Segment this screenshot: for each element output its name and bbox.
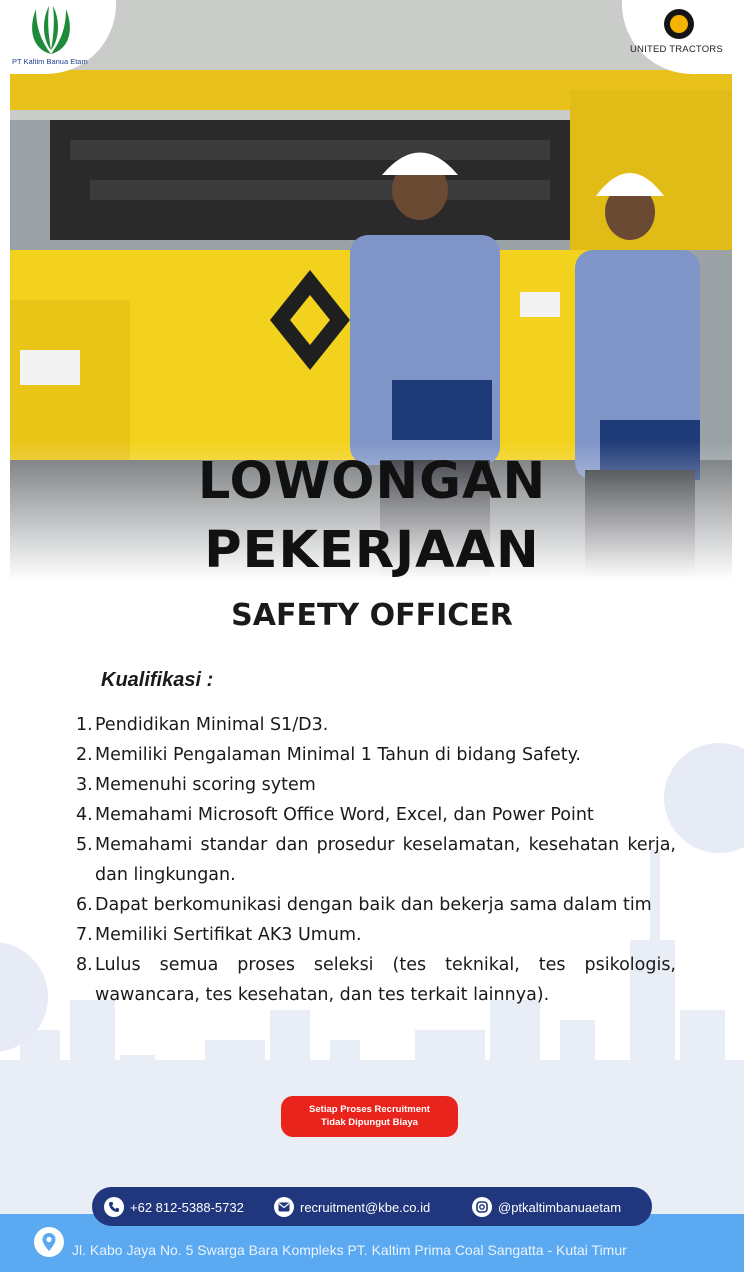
phone-number: +62 812-5388-5732: [130, 1199, 244, 1215]
contact-instagram[interactable]: [472, 1196, 621, 1218]
qualifications-title: Kualifikasi :: [101, 669, 214, 691]
address-text: Jl. Kabo Jaya No. 5 Swarga Bara Kompleks PT. Kaltim Prima Coal Sangatta - Kutai Timur: [72, 1242, 627, 1258]
notice-line1: Setiap Proses Recruitment: [309, 1104, 430, 1115]
contact-phone[interactable]: [104, 1196, 244, 1218]
contact-bar: [92, 1187, 652, 1226]
contact-email[interactable]: [274, 1196, 430, 1218]
position-title: SAFETY OFFICER: [231, 598, 513, 633]
list-item: 5. Memahami standar dan prosedur keselamatan, kesehatan kerja, dan lingkungan.: [76, 835, 676, 885]
headline-line1: LOWONGAN: [197, 452, 547, 511]
list-item: 4. Memahami Microsoft Office Word, Excel, dan Power Point: [76, 805, 594, 825]
list-item: 2. Memiliki Pengalaman Minimal 1 Tahun di bidang Safety.: [76, 745, 581, 765]
headline-line2: PEKERJAAN: [204, 521, 540, 580]
email-icon: [274, 1197, 294, 1217]
list-item: 6. Dapat berkomunikasi dengan baik dan bekerja sama dalam tim: [76, 895, 652, 915]
list-item: 1. Pendidikan Minimal S1/D3.: [76, 715, 329, 735]
notice-line2: Tidak Dipungut Biaya: [321, 1117, 418, 1128]
email-address: recruitment@kbe.co.id: [300, 1199, 431, 1215]
leaf-logo-icon: [22, 4, 80, 56]
instagram-icon: [472, 1197, 492, 1217]
free-recruitment-notice: [281, 1096, 458, 1137]
left-logo-name: PT Kaltim Banua Etam: [12, 57, 88, 66]
list-item: 3. Memenuhi scoring sytem: [76, 775, 316, 795]
list-item: 7. Memiliki Sertifikat AK3 Umum.: [76, 925, 362, 945]
qualifications-list: [76, 710, 676, 1010]
ut-logo-icon: [664, 9, 694, 39]
location-pin-icon: [34, 1227, 64, 1257]
phone-icon: [104, 1197, 124, 1217]
right-logo-name: UNITED TRACTORS: [630, 44, 723, 55]
instagram-handle: @ptkaltimbanuaetam: [498, 1199, 622, 1215]
list-item: 8. Lulus semua proses seleksi (tes teknikal, tes psikologis, wawancara, tes kesehatan, dan tes terkait lainnya).: [76, 955, 676, 1005]
